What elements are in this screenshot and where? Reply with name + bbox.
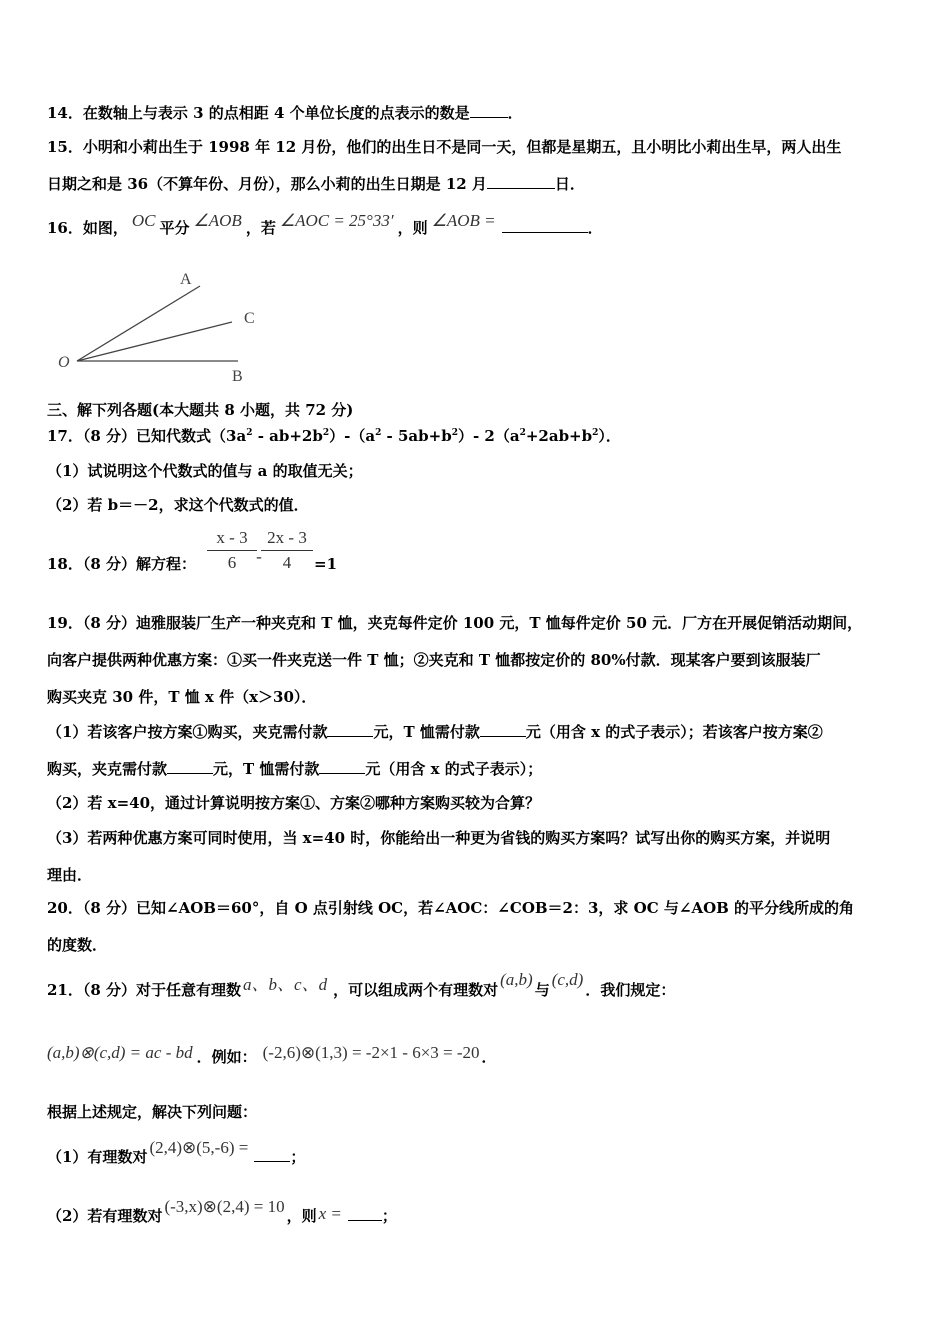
q21-part-2-blank[interactable] — [348, 1206, 382, 1221]
ray-oc — [77, 322, 232, 361]
q15-answer-blank[interactable] — [487, 174, 555, 189]
label-b: B — [232, 368, 243, 385]
q21-pair-cd: (c,d) — [551, 970, 584, 989]
q19-part-1-cont: 购买，夹克需付款 元，T 恤需付款 元（用含 x 的式子表示）； — [47, 760, 543, 778]
q21-definition-formula: (a,b)⊗(c,d) = ac - bd — [47, 1043, 193, 1062]
label-c: C — [244, 310, 255, 327]
q18-fraction-2: $\frac{2x - 3}{4}$ — [261, 528, 313, 573]
q21-definition: (a,b)⊗(c,d) = ac - bd ．例如： (-2,6)⊗(1,3) = -2×1 - 6×3 = -20 ． — [47, 1043, 497, 1066]
q21-part-2-x: x = — [318, 1204, 342, 1223]
q19-blank-1[interactable] — [327, 722, 373, 737]
q18-equals-one: =1 — [314, 555, 338, 573]
q18-minus: - — [256, 547, 262, 566]
question-14: 14．在数轴上与表示 3 的点相距 4 个单位长度的点表示的数是 ． — [47, 104, 523, 122]
question-17: 17．（8 分）已知代数式$(3a^2 - ab+2b^2)-(a^2 - 5ab+b^2)-$ $2(a^2+2ab+b^2)$． — [47, 427, 621, 445]
q21-pair-ab: (a,b) — [500, 970, 533, 989]
q14-answer-blank[interactable] — [470, 103, 508, 118]
q21-part-1-expr: (2,4)⊗(5,-6) = — [149, 1138, 249, 1157]
q16-angle-aoc-value: ∠AOC = 25°33′ — [279, 211, 394, 230]
q20-line-1: 20．（8 分）已知∠AOB＝60°，自 O 点引射线 OC，若∠AOC：∠COB＝2：3，求 OC 与∠AOB 的平分线所成的角 — [47, 899, 855, 917]
label-a: A — [180, 271, 192, 288]
q19-part-1: （1）若该客户按方案①购买，夹克需付款 元，T 恤需付款 元（用含 x 的式子表示）；若该客户按方案② — [47, 723, 823, 741]
ray-oa — [77, 286, 200, 361]
q21-part-2: （2）若有理数对 (-3,x)⊗(2,4) = 10 ，则 x = ； — [47, 1197, 397, 1225]
q19-blank-2[interactable] — [480, 722, 526, 737]
q19-line-2: 向客户提供两种优惠方案：①买一件夹克送一件 T 恤；②夹克和 T 恤都按定价的 80%付款．现某客户要到该服装厂 — [47, 651, 821, 669]
q16-angle-aob: ∠AOB — [193, 211, 242, 230]
section-3-title: 三、解下列各题(本大题共 8 小题，共 72 分) — [47, 401, 354, 419]
q21-part-1-blank[interactable] — [254, 1147, 290, 1162]
q21-rule: 根据上述规定，解决下列问题： — [47, 1103, 258, 1121]
q21-line-1: 21．（8 分）对于任意有理数 a、b、c、d ，可以组成两个有理数对(a,b)与(c,d)．我们规定： — [47, 970, 676, 999]
label-o: O — [58, 354, 70, 371]
question-15-line1: 15．小明和小莉出生于 1998 年 12 月份，他们的出生日不是同一天，但都是星期五，且小明比小莉出生早，两人出生 — [47, 138, 842, 156]
q16-oc: OC — [131, 211, 156, 230]
q16-answer-blank[interactable] — [502, 218, 588, 233]
q21-part-2-expr: (-3,x)⊗(2,4) = 10 — [164, 1197, 285, 1216]
q20-line-2: 的度数． — [47, 936, 108, 954]
q19-line-1: 19．（8 分）迪雅服装厂生产一种夹克和 T 恤，夹克每件定价 100 元，T 恤每件定价 50 元．厂方在开展促销活动期间， — [47, 614, 863, 632]
q21-part-1: （1）有理数对 (2,4)⊗(5,-6) = ； — [47, 1138, 306, 1166]
q19-blank-3[interactable] — [167, 759, 213, 774]
q14-text: 14．在数轴上与表示 3 的点相距 4 个单位长度的点表示的数是 — [47, 104, 470, 122]
q17-part-2: （2）若 b＝－2，求这个代数式的值． — [47, 496, 309, 514]
q19-part-3-cont: 理由． — [47, 866, 93, 884]
question-16: 16．如图， OC 平分 ∠AOB ，若 ∠AOC = 25°33′ ，则 ∠AOB = ． — [47, 211, 603, 237]
q19-part-2: （2）若 x=40，通过计算说明按方案①、方案②哪种方案购买较为合算？ — [47, 794, 541, 812]
q16-angle-figure — [50, 262, 280, 387]
q18-fraction-1: $\frac{x - 3}{6}$ — [207, 528, 257, 573]
q17-part-1: （1）试说明这个代数式的值与 a 的取值无关； — [47, 462, 363, 480]
q19-blank-4[interactable] — [319, 759, 365, 774]
question-15-line2: 日期之和是 36（不算年份、月份），那么小莉的出生日期是 12 月 日． — [47, 175, 585, 193]
q18-prefix: 18．（8 分）解方程： — [47, 555, 197, 573]
q19-line-3: 购买夹克 30 件，T 恤 x 件（x＞30）． — [47, 688, 317, 706]
q21-vars: a、b、c、d — [243, 975, 328, 994]
q21-example-formula: (-2,6)⊗(1,3) = -2×1 - 6×3 = -20 — [262, 1043, 480, 1062]
q19-part-3: （3）若两种优惠方案可同时使用，当 x=40 时，你能给出一种更为省钱的购买方案吗？试写出你的购买方案，并说明 — [47, 829, 831, 847]
q16-angle-aob-eq: ∠AOB = — [431, 211, 496, 230]
